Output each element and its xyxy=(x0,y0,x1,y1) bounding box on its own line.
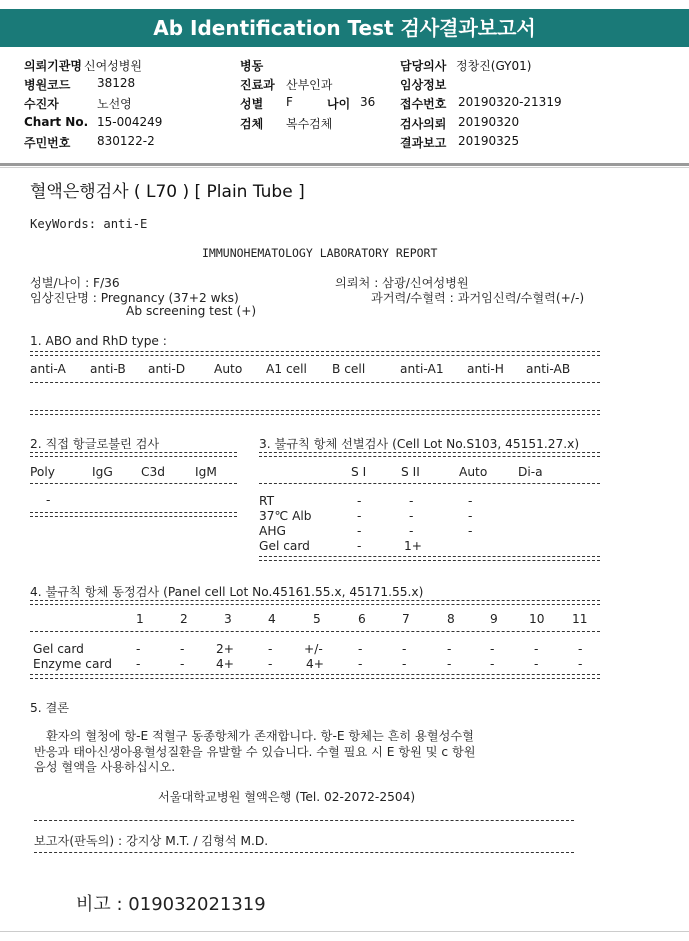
sex-age: 성별/나이 : F/36 xyxy=(30,276,120,290)
header-divider xyxy=(0,163,689,166)
sec2-header: IgM xyxy=(195,465,217,479)
sec3-title: 3. 불규칙 항체 선별검사 (Cell Lot No.S103, 45151.27.x) xyxy=(259,437,580,451)
info-hospital-code-value: 38128 xyxy=(97,76,136,90)
sec1-header: anti-H xyxy=(467,362,504,376)
info-age-value: 36 xyxy=(360,95,376,109)
info-hospital-code-label: 병원코드 xyxy=(24,78,71,92)
sec4-cell: - xyxy=(180,642,185,656)
reporter-top-rule xyxy=(34,820,574,821)
info-sex-label: 성별 xyxy=(240,97,264,111)
sec3-row-label: 37℃ Alb xyxy=(259,509,312,523)
sec1-top-rule xyxy=(30,351,600,356)
sec1-header: anti-A xyxy=(30,362,66,376)
sec4-title: 4. 불규칙 항체 동정검사 (Panel cell Lot No.45161.55.x, 45171.55.x) xyxy=(30,585,424,599)
sec3-cell: - xyxy=(409,494,414,508)
sec1-header: B cell xyxy=(332,362,366,376)
sec4-header: 8 xyxy=(447,612,455,626)
sec1-mid-rule xyxy=(30,382,600,383)
sec4-row-label: Gel card xyxy=(33,642,84,656)
info-result-report-label: 결과보고 xyxy=(400,136,447,150)
hospital-contact: 서울대학교병원 혈액은행 (Tel. 02-2072-2504) xyxy=(158,790,416,804)
sec4-cell: - xyxy=(268,657,273,671)
info-patient-value: 노선영 xyxy=(97,97,132,111)
info-clinical-info-label: 임상정보 xyxy=(400,78,447,92)
keywords: KeyWords: anti-E xyxy=(30,217,148,231)
info-specimen-value: 복수검체 xyxy=(286,117,333,131)
sec4-header: 7 xyxy=(402,612,410,626)
sec4-header: 4 xyxy=(268,612,276,626)
sec2-header: Poly xyxy=(30,465,55,479)
sec2-value: - xyxy=(46,493,51,507)
page-bottom-line xyxy=(0,931,689,932)
lab-report-title: IMMUNOHEMATOLOGY LABORATORY REPORT xyxy=(202,246,438,260)
sec4-cell: - xyxy=(180,657,185,671)
sec3-row-label: RT xyxy=(259,494,275,508)
sec3-cell: - xyxy=(468,509,473,523)
sec4-cell: +/- xyxy=(304,642,323,656)
info-specimen-label: 검체 xyxy=(240,117,264,131)
info-requesting-institution: 의뢰기관명 xyxy=(24,59,82,73)
sec3-header: Di-a xyxy=(518,465,543,479)
sec3-cell: 1+ xyxy=(404,539,422,553)
info-patient-label: 수진자 xyxy=(24,97,59,111)
sec3-mid-rule xyxy=(259,483,600,484)
sec3-header: S I xyxy=(351,465,367,479)
sec4-header: 10 xyxy=(529,612,545,626)
reporter-bottom-rule xyxy=(34,852,574,853)
sec4-cell: - xyxy=(402,657,407,671)
sec4-cell: - xyxy=(534,642,539,656)
sec2-title: 2. 직접 항글로불린 검사 xyxy=(30,437,160,451)
sec4-cell: - xyxy=(490,657,495,671)
sec2-mid-rule xyxy=(30,483,237,484)
sec4-cell: - xyxy=(268,642,273,656)
sec4-cell: - xyxy=(358,657,363,671)
sec4-row-label: Enzyme card xyxy=(33,657,112,671)
conclusion-line: 반응과 태아신생아용혈성질환을 유발할 수 있습니다. 수혈 필요 시 E 항원 및 c 항원 xyxy=(34,745,476,759)
info-resident-no-value: 830122-2 xyxy=(97,134,155,148)
clinical-diagnosis-2: Ab screening test (+) xyxy=(126,304,257,318)
sec4-cell: - xyxy=(490,642,495,656)
sec3-cell: - xyxy=(409,509,414,523)
sec1-header: Auto xyxy=(214,362,243,376)
sec4-cell: - xyxy=(578,642,583,656)
sec3-cell: - xyxy=(357,494,362,508)
sec5-title: 5. 결론 xyxy=(30,701,70,715)
sec4-header: 3 xyxy=(224,612,232,626)
sec4-cell: 4+ xyxy=(306,657,324,671)
sec4-bottom-rule xyxy=(30,674,600,679)
sec3-row-label: Gel card xyxy=(259,539,310,553)
sec4-cell: - xyxy=(402,642,407,656)
sec4-header: 11 xyxy=(572,612,588,626)
sec4-cell: 2+ xyxy=(216,642,234,656)
sec4-cell: - xyxy=(358,642,363,656)
info-doctor-label: 담당의사 xyxy=(400,59,447,73)
sec3-cell: - xyxy=(357,509,362,523)
sec3-header: Auto xyxy=(459,465,488,479)
header-divider-light xyxy=(0,167,689,168)
transfusion-history: 과거력/수혈력 : 과거임신력/수혈력(+/-) xyxy=(371,291,585,305)
sec3-header: S II xyxy=(401,465,420,479)
reporter: 보고자(판독의) : 강지상 M.T. / 김형석 M.D. xyxy=(34,834,269,848)
sec3-cell: - xyxy=(357,539,362,553)
sec2-bottom-rule xyxy=(30,512,237,517)
report-header-title: Ab Identification Test 검사결과보고서 xyxy=(0,9,689,47)
info-sex-value: F xyxy=(286,95,293,109)
conclusion-line: 음성 혈액을 사용하십시오. xyxy=(34,760,176,774)
sec1-header: anti-D xyxy=(148,362,186,376)
sec4-cell: - xyxy=(534,657,539,671)
requester: 의뢰처 : 삼광/신여성병원 xyxy=(335,276,469,290)
info-department-label: 진료과 xyxy=(240,78,275,92)
info-doctor-value: 정창진(GY01) xyxy=(456,59,532,73)
sec4-cell: - xyxy=(578,657,583,671)
sec4-cell: 4+ xyxy=(216,657,234,671)
sec1-bottom-rule xyxy=(30,410,600,415)
sec2-top-rule xyxy=(30,452,237,457)
sec1-header: anti-A1 xyxy=(400,362,444,376)
info-age-label: 나이 xyxy=(327,97,351,111)
sec4-mid-rule xyxy=(30,631,600,632)
sec4-header: 6 xyxy=(358,612,366,626)
sec3-cell: - xyxy=(409,524,414,538)
sec1-title: 1. ABO and RhD type : xyxy=(30,334,167,348)
sec2-header: IgG xyxy=(92,465,113,479)
sec3-cell: - xyxy=(357,524,362,538)
sec3-cell: - xyxy=(468,524,473,538)
report-section-title: 혈액은행검사 ( L70 ) [ Plain Tube ] xyxy=(30,182,305,202)
sec4-cell: - xyxy=(136,657,141,671)
sec4-header: 5 xyxy=(313,612,321,626)
sec4-header: 2 xyxy=(180,612,188,626)
info-resident-no-label: 주민번호 xyxy=(24,136,71,150)
sec4-header: 9 xyxy=(490,612,498,626)
sec3-row-label: AHG xyxy=(259,524,286,538)
sec3-cell: - xyxy=(468,494,473,508)
info-chart-no-label: Chart No. xyxy=(24,115,89,129)
sec3-top-rule xyxy=(259,452,600,457)
sec2-header: C3d xyxy=(141,465,166,479)
sec1-header: A1 cell xyxy=(266,362,307,376)
info-ward-label: 병동 xyxy=(240,59,264,73)
info-requesting-institution-value: 신여성병원 xyxy=(84,59,142,73)
sec3-bottom-rule xyxy=(259,556,600,561)
info-receipt-no-value: 20190320-21319 xyxy=(458,95,562,109)
conclusion-line: 환자의 혈청에 항-E 적혈구 동종항체가 존재합니다. 항-E 항체는 흔히 용혈성수혈 xyxy=(46,729,474,743)
info-test-request-value: 20190320 xyxy=(458,115,520,129)
sec1-header: anti-B xyxy=(90,362,126,376)
info-department-value: 산부인과 xyxy=(286,78,333,92)
sec4-top-rule xyxy=(30,600,600,605)
sec4-header: 1 xyxy=(136,612,144,626)
sec4-cell: - xyxy=(447,657,452,671)
sec4-cell: - xyxy=(136,642,141,656)
info-test-request-label: 검사의뢰 xyxy=(400,117,447,131)
info-result-report-value: 20190325 xyxy=(458,134,520,148)
footer-note: 비고 : 019032021319 xyxy=(76,894,266,915)
info-receipt-no-label: 접수번호 xyxy=(400,97,447,111)
sec4-cell: - xyxy=(447,642,452,656)
info-chart-no-value: 15-004249 xyxy=(97,115,163,129)
clinical-diagnosis: 임상진단명 : Pregnancy (37+2 wks) xyxy=(30,291,239,305)
sec1-header: anti-AB xyxy=(526,362,571,376)
